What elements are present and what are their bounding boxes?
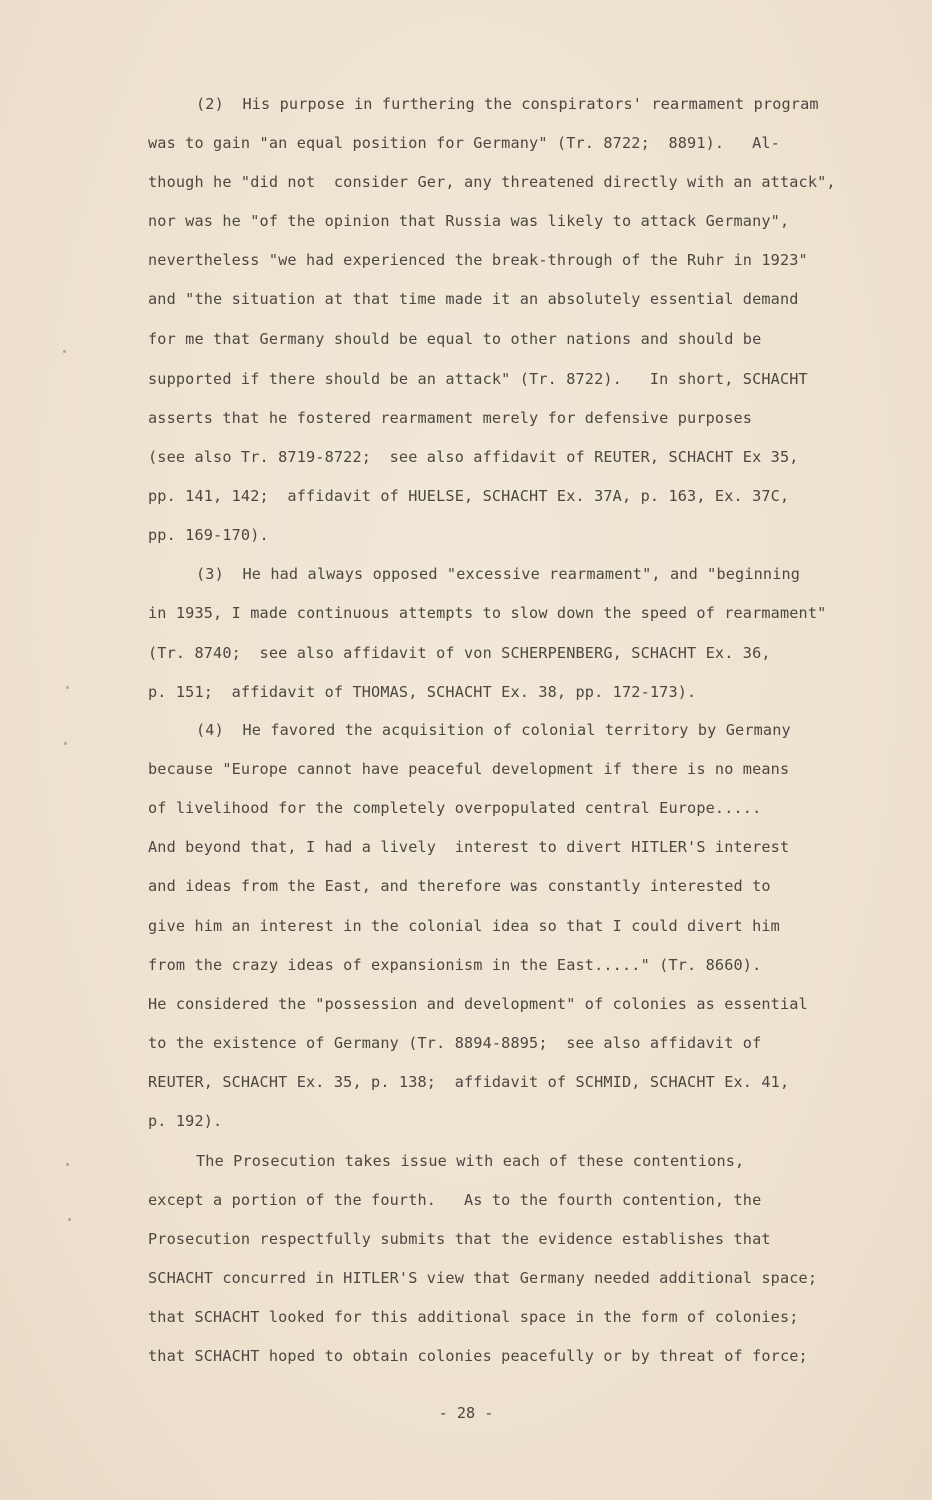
text-line: p. 151; affidavit of THOMAS, SCHACHT Ex. 38, pp. 172-173). bbox=[148, 683, 697, 701]
text-line: of livelihood for the completely overpopulated central Europe..... bbox=[148, 799, 762, 817]
text-line: p. 192). bbox=[148, 1112, 223, 1130]
text-line: (3) He had always opposed "excessive rearmament", and "beginning bbox=[196, 565, 801, 583]
text-line: (4) He favored the acquisition of colonial territory by Germany bbox=[196, 721, 791, 739]
text-line: was to gain "an equal position for Germany" (Tr. 8722; 8891). Al- bbox=[148, 134, 780, 152]
page-number: - 28 - bbox=[438, 1404, 494, 1422]
text-line: that SCHACHT looked for this additional space in the form of colonies; bbox=[148, 1308, 799, 1326]
text-line: for me that Germany should be equal to other nations and should be bbox=[148, 330, 762, 348]
text-line: and ideas from the East, and therefore was constantly interested to bbox=[148, 877, 771, 895]
paper-speck bbox=[66, 1163, 69, 1166]
paper-speck bbox=[68, 1218, 71, 1221]
text-line: (Tr. 8740; see also affidavit of von SCHERPENBERG, SCHACHT Ex. 36, bbox=[148, 644, 771, 662]
text-line: give him an interest in the colonial idea so that I could divert him bbox=[148, 917, 780, 935]
text-line: REUTER, SCHACHT Ex. 35, p. 138; affidavit of SCHMID, SCHACHT Ex. 41, bbox=[148, 1073, 790, 1091]
text-line: He considered the "possession and development" of colonies as essential bbox=[148, 995, 808, 1013]
paper-speck bbox=[66, 686, 69, 689]
text-line: (2) His purpose in furthering the conspirators' rearmament program bbox=[196, 95, 819, 113]
text-line: nor was he "of the opinion that Russia was likely to attack Germany", bbox=[148, 212, 790, 230]
text-line: except a portion of the fourth. As to the fourth contention, the bbox=[148, 1191, 762, 1209]
text-line: nevertheless "we had experienced the break-through of the Ruhr in 1923" bbox=[148, 251, 808, 269]
text-line: SCHACHT concurred in HITLER'S view that Germany needed additional space; bbox=[148, 1269, 818, 1287]
text-line: Prosecution respectfully submits that the evidence establishes that bbox=[148, 1230, 771, 1248]
text-line: though he "did not consider Ger, any threatened directly with an attack", bbox=[148, 173, 836, 191]
text-line: pp. 141, 142; affidavit of HUELSE, SCHACHT Ex. 37A, p. 163, Ex. 37C, bbox=[148, 487, 790, 505]
text-line: supported if there should be an attack" (Tr. 8722). In short, SCHACHT bbox=[148, 370, 808, 388]
text-line: (see also Tr. 8719-8722; see also affidavit of REUTER, SCHACHT Ex 35, bbox=[148, 448, 799, 466]
text-line: that SCHACHT hoped to obtain colonies peacefully or by threat of force; bbox=[148, 1347, 808, 1365]
text-line: from the crazy ideas of expansionism in the East....." (Tr. 8660). bbox=[148, 956, 762, 974]
text-line: to the existence of Germany (Tr. 8894-8895; see also affidavit of bbox=[148, 1034, 762, 1052]
text-line: in 1935, I made continuous attempts to slow down the speed of rearmament" bbox=[148, 604, 827, 622]
text-line: asserts that he fostered rearmament merely for defensive purposes bbox=[148, 409, 753, 427]
text-line: because "Europe cannot have peaceful development if there is no means bbox=[148, 760, 790, 778]
paper-speck bbox=[63, 350, 66, 353]
text-line: pp. 169-170). bbox=[148, 526, 269, 544]
text-line: and "the situation at that time made it an absolutely essential demand bbox=[148, 290, 799, 308]
text-line: And beyond that, I had a lively interest to divert HITLER'S interest bbox=[148, 838, 790, 856]
text-line: The Prosecution takes issue with each of these contentions, bbox=[196, 1152, 745, 1170]
paper-speck bbox=[64, 742, 67, 745]
